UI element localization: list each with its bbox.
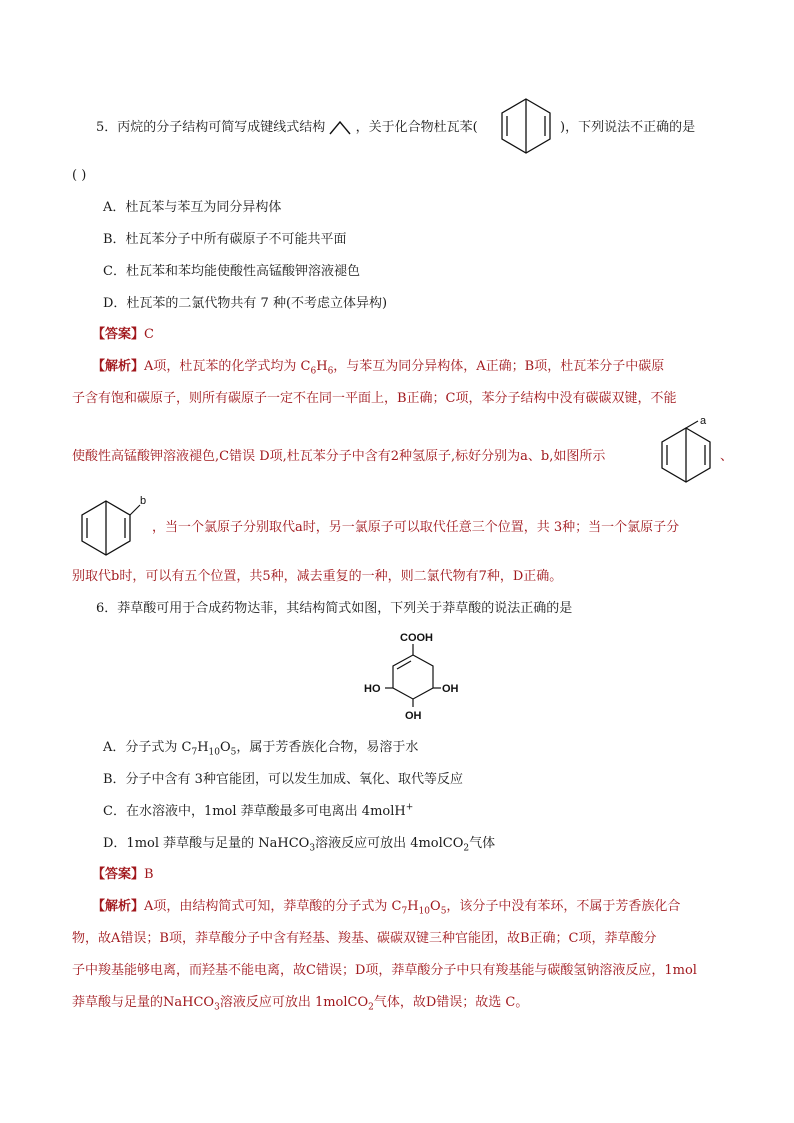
superscript: + [405,802,414,813]
q6-option-b: B．分子中含有 3种官能团，可以发生加成、氧化、取代等反应 [103,772,463,787]
option-text: 气体 [469,836,496,851]
subscript: 10 [418,906,431,917]
q5-analysis-line-4: ，当一个氯原子分别取代a时，另一氯原子可以取代任意三个位置，共 3种；当一个氯原子分 [152,520,680,535]
analysis-tag: 【解析】 [92,359,145,374]
ho-left-label: HO [364,683,381,695]
q5-analysis-line-2: 子含有饱和碳原子，则所有碳原子一定不在同一平面上，B正确；C项，苯分子结构中没有碳碳双键，不能 [72,391,677,406]
answer-tag: 【答案】 [92,327,145,342]
q5-stem-part-b: ，关于化合物杜瓦苯( [355,120,478,135]
q5-paren: ( ) [72,168,87,183]
q6-stem: 6．莽草酸可用于合成药物达菲，其结构简式如图，下列关于莽草酸的说法正确的是 [96,601,573,616]
q6-answer [92,865,154,885]
subscript: 7 [401,906,408,917]
q6-analysis-line-1 [92,897,680,917]
shikimic-acid-structure-icon [362,628,472,728]
analysis-text: H [316,359,328,374]
analysis-tag: 【解析】 [92,899,145,914]
q5-analysis-line-1 [92,357,664,377]
q5-analysis-line-3: 使酸性高锰酸钾溶液褪色,C错误 D项,杜瓦苯分子中含有2种氢原子,标好分别为a、b,如图所示 [72,449,606,464]
q5-analysis-line-5: 别取代b时，可以有五个位置，共5种，减去重复的一种，则二氯代物有7种，D正确。 [72,569,563,584]
subscript: 2 [463,843,470,854]
q6-option-d [103,834,495,854]
propane-skeletal-icon [329,120,351,136]
cooh-label: COOH [400,632,433,644]
analysis-text: 溶液反应可放出 1molCO [219,995,369,1010]
q6-analysis-line-2: 物，故A错误；B项，莽草酸分子中含有羟基、羧基、碳碳双键三种官能团，故B正确；C项，莽草酸分 [72,931,657,946]
q6-option-c [103,802,413,822]
analysis-text: 气体，故D错误；故选 C。 [373,995,529,1010]
q6-option-a [103,738,418,758]
q5-stem-end: )，下列说法不正确的是 [560,120,696,135]
label-b: b [140,495,147,507]
option-text: O [220,740,231,755]
dewar-benzene-label-b-icon [76,496,148,558]
q6-analysis-line-4 [72,993,528,1013]
subscript: 3 [214,1002,220,1013]
q5-answer [92,325,154,345]
analysis-text: O [430,899,441,914]
analysis-text: A项，杜瓦苯的化学式均为 C [144,359,311,374]
oh-bottom-label: OH [405,710,422,722]
q5-stem [96,118,478,138]
q5-analysis-line-3-end: 、 [720,449,734,464]
label-a: a [700,415,707,427]
analysis-text: ，该分子中没有苯环，不属于芳香族化合 [446,899,681,914]
answer-value: C [144,327,154,342]
subscript: 2 [368,1002,374,1013]
oh-right-label: OH [442,683,459,695]
analysis-text: H [407,899,419,914]
subscript: 10 [208,747,220,758]
q5-option-d: D．杜瓦苯的二氯代物共有 7 种(不考虑立体异构) [103,296,388,311]
option-text: C．在水溶液中，1mol 莽草酸最多可电离出 4molH [103,804,406,819]
analysis-text: A项，由结构简式可知，莽草酸的分子式为 C [144,899,402,914]
q6-analysis-line-3: 子中羧基能够电离，而羟基不能电离，故C错误；D项，莽草酸分子中只有羧基能与碳酸氢钠溶液反应，1mol [72,963,697,978]
analysis-text: ，与苯互为同分异构体，A正确；B项，杜瓦苯分子中碳原 [333,359,665,374]
answer-value: B [144,867,154,882]
analysis-text: 莽草酸与足量的NaHCO [72,995,215,1010]
option-text: A．分子式为 C [103,740,192,755]
subscript: 5 [440,906,447,917]
subscript: 6 [327,366,334,377]
subscript: 6 [310,366,317,377]
q5-option-c: C．杜瓦苯和苯均能使酸性高锰酸钾溶液褪色 [103,264,360,279]
subscript: 5 [230,747,237,758]
q5-option-b: B．杜瓦苯分子中所有碳原子不可能共平面 [103,232,347,247]
subscript: 7 [191,747,198,758]
subscript: 3 [309,843,316,854]
option-text: ，属于芳香族化合物，易溶于水 [236,740,419,755]
option-text: 溶液反应可放出 4molCO [315,836,464,851]
option-text: D．1mol 莽草酸与足量的 NaHCO [103,836,310,851]
answer-tag: 【答案】 [92,867,145,882]
option-text: H [197,740,209,755]
q5-stem-part-a: 5．丙烷的分子结构可简写成键线式结构 [96,120,326,135]
q5-option-a: A．杜瓦苯与苯互为同分异构体 [103,200,282,215]
dewar-benzene-icon [497,97,555,155]
dewar-benzene-label-a-icon [656,415,716,490]
